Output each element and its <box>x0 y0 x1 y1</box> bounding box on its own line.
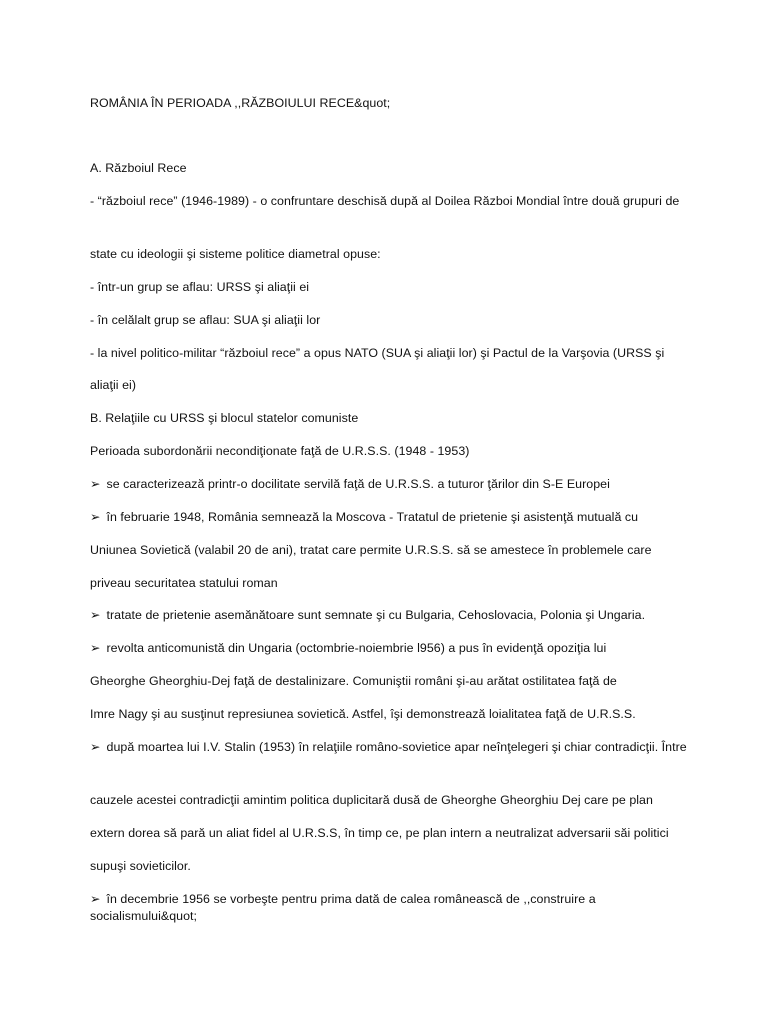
bullet-item-hungary-revolt-cont2: Imre Nagy şi au susţinut represiunea sovietică. Astfel, îşi demonstrează loialitatea faţă de U.R.S.S. <box>90 707 636 721</box>
bullet-item-after-stalin-cont3: supuşi sovieticilor. <box>90 859 191 873</box>
period-subtitle: Perioada subordonării necondiţionate faţă de U.R.S.S. (1948 - 1953) <box>90 444 470 458</box>
bullet-text: după moartea lui I.V. Stalin (1953) în relaţiile româno-sovietice apar neînţelegeri şi chiar contradicţii. Între <box>106 740 687 754</box>
bullet-text: în februarie 1948, România semnează la Moscova - Tratatul de prietenie şi asistenţă mutuală cu <box>106 510 639 524</box>
bullet-text: se caracterizează printr-o docilitate servilă faţă de U.R.S.S. a tuturor ţărilor din S-E Europei <box>106 477 610 491</box>
bullet-item-hungary-revolt-cont: Gheorghe Gheorghiu-Dej faţă de destalinizare. Comuniştii români şi-au arătat ostilitatea faţă de <box>90 674 617 688</box>
bullet-item-romanian-way-cont: socialismului&quot; <box>90 909 198 923</box>
bullet-item-treaty-1948-cont: Uniunea Sovietică (valabil 20 de ani), tratat care permite U.R.S.S. să se amestece în problemele care <box>90 543 652 557</box>
bullet-text: tratate de prietenie asemănătoare sunt semnate şi cu Bulgaria, Cehoslovacia, Polonia şi Ungaria. <box>106 608 646 622</box>
paragraph-nato-warsaw: - la nivel politico-militar “războiul rece” a opus NATO (SUA şi aliaţii lor) şi Pactul de la Varşovia (URSS şi <box>90 346 665 360</box>
paragraph-cold-war-definition-cont: state cu ideologii şi sisteme politice diametral opuse: <box>90 247 381 261</box>
bullet-item-docility <box>90 476 690 492</box>
section-heading-b: B. Relaţiile cu URSS şi blocul statelor comuniste <box>90 411 359 425</box>
bullet-item-after-stalin <box>90 739 690 755</box>
document-title: ROMÂNIA ÎN PERIOADA ,,RĂZBOIULUI RECE&quot; <box>90 96 391 110</box>
bullet-item-similar-treaties <box>90 607 690 623</box>
bullet-item-after-stalin-cont2: extern dorea să pară un aliat fidel al U.R.S.S, în timp ce, pe plan intern a neutralizat adversarii săi politici <box>90 826 669 840</box>
paragraph-group-sua: - în celălalt grup se aflau: SUA şi aliaţii lor <box>90 313 321 327</box>
arrow-bullet-icon: ➢ <box>90 510 101 524</box>
arrow-bullet-icon: ➢ <box>90 641 101 655</box>
arrow-bullet-icon: ➢ <box>90 608 101 622</box>
paragraph-cold-war-definition: - “războiul rece” (1946-1989) - o confruntare deschisă după al Doilea Război Mondial între două grupuri de <box>90 194 680 208</box>
section-heading-a: A. Războiul Rece <box>90 161 187 175</box>
bullet-item-after-stalin-cont: cauzele acestei contradicţii amintim politica duplicitară dusă de Gheorghe Gheorghiu Dej care pe plan <box>90 793 653 807</box>
bullet-text: revolta anticomunistă din Ungaria (octombrie-noiembrie l956) a pus în evidenţă opoziţia lui <box>106 641 607 655</box>
bullet-item-treaty-1948 <box>90 509 690 525</box>
bullet-item-treaty-1948-cont2: priveau securitatea statului roman <box>90 576 278 590</box>
arrow-bullet-icon: ➢ <box>90 892 101 906</box>
paragraph-group-urss: - într-un grup se aflau: URSS şi aliaţii ei <box>90 280 310 294</box>
paragraph-nato-warsaw-cont: aliaţii ei) <box>90 378 136 392</box>
bullet-text: în decembrie 1956 se vorbeşte pentru prima dată de calea românească de ,,construire a <box>106 892 596 906</box>
arrow-bullet-icon: ➢ <box>90 740 101 754</box>
arrow-bullet-icon: ➢ <box>90 477 101 491</box>
bullet-item-romanian-way <box>90 891 690 907</box>
bullet-item-hungary-revolt <box>90 640 690 656</box>
